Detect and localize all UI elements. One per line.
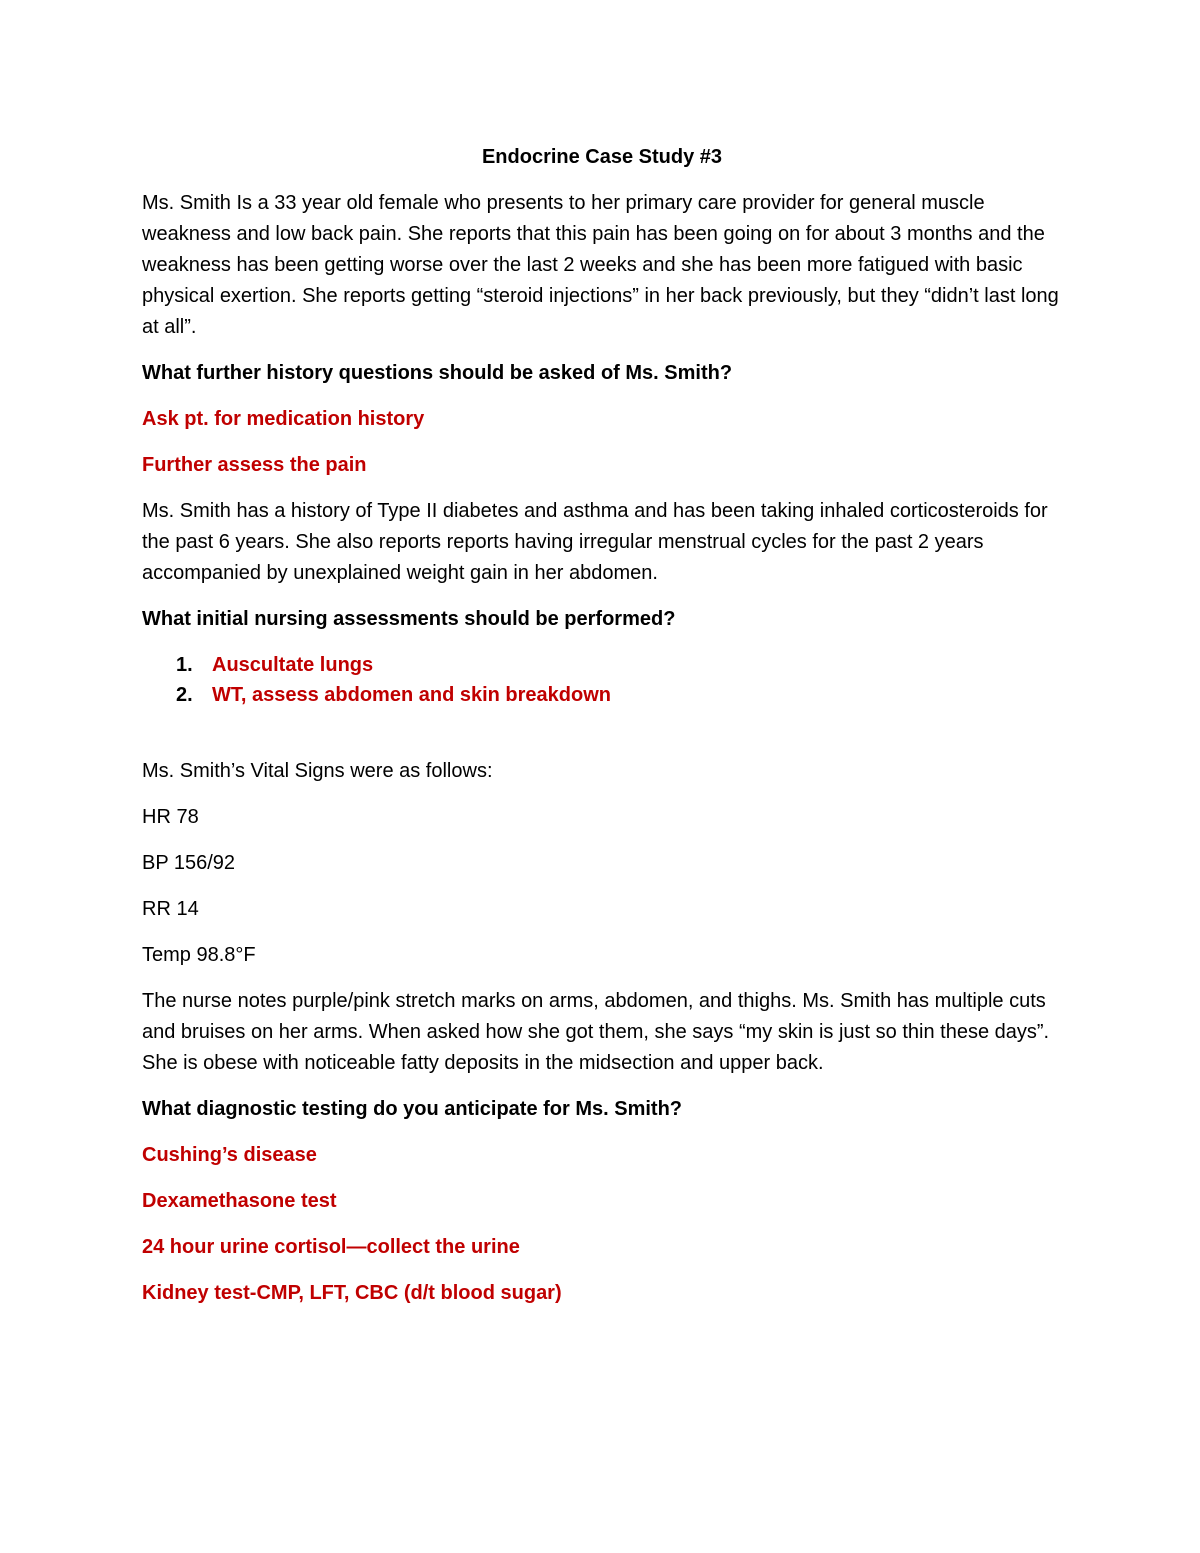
answer-history-1: Ask pt. for medication history bbox=[142, 408, 425, 430]
vital-rr: RR 14 bbox=[142, 898, 199, 920]
list-text: Auscultate lungs bbox=[212, 654, 374, 676]
answer-diagnostic-3: 24 hour urine cortisol—collect the urine bbox=[142, 1236, 520, 1258]
list-item bbox=[142, 650, 1062, 680]
document-title: Endocrine Case Study #3 bbox=[481, 146, 723, 168]
case-intro-paragraph: Ms. Smith Is a 33 year old female who presents to her primary care provider for general muscle weakness and low back pain. She reports that this pain has been going on for about 3 months and the weakness has been getting worse over the last 2 weeks and she has been more fatigued with basic physical exertion. She reports getting “steroid injections” in her back previously, but they “didn’t last long at all”. bbox=[142, 192, 1059, 338]
vital-temp: Temp 98.8°F bbox=[142, 944, 256, 966]
history-paragraph: Ms. Smith has a history of Type II diabetes and asthma and has been taking inhaled corticosteroids for the past 6 years. She also reports reports having irregular menstrual cycles for the past 2 years accompanied by unexplained weight gain in her abdomen. bbox=[142, 500, 1048, 584]
question-diagnostics: What diagnostic testing do you anticipate for Ms. Smith? bbox=[142, 1098, 683, 1120]
list-text: WT, assess abdomen and skin breakdown bbox=[212, 684, 612, 706]
observation-paragraph: The nurse notes purple/pink stretch marks on arms, abdomen, and thighs. Ms. Smith has multiple cuts and bruises on her arms. When asked how she got them, she says “my skin is just so thin these days”. She is obese with noticeable fatty deposits in the midsection and upper back. bbox=[142, 990, 1050, 1074]
list-number: 1. bbox=[176, 654, 193, 676]
question-assessments: What initial nursing assessments should be performed? bbox=[142, 608, 676, 630]
answer-diagnostic-1: Cushing’s disease bbox=[142, 1144, 317, 1166]
question-history: What further history questions should be asked of Ms. Smith? bbox=[142, 362, 733, 384]
answer-history-2: Further assess the pain bbox=[142, 454, 367, 476]
assessment-list bbox=[142, 650, 1062, 710]
document-page bbox=[142, 142, 1062, 1324]
answer-diagnostic-4: Kidney test-CMP, LFT, CBC (d/t blood sugar) bbox=[142, 1282, 562, 1304]
vital-bp: BP 156/92 bbox=[142, 852, 236, 874]
vital-hr: HR 78 bbox=[142, 806, 199, 828]
list-item bbox=[142, 680, 1062, 710]
vitals-intro: Ms. Smith’s Vital Signs were as follows: bbox=[142, 760, 493, 782]
answer-diagnostic-2: Dexamethasone test bbox=[142, 1190, 337, 1212]
list-number: 2. bbox=[176, 684, 193, 706]
